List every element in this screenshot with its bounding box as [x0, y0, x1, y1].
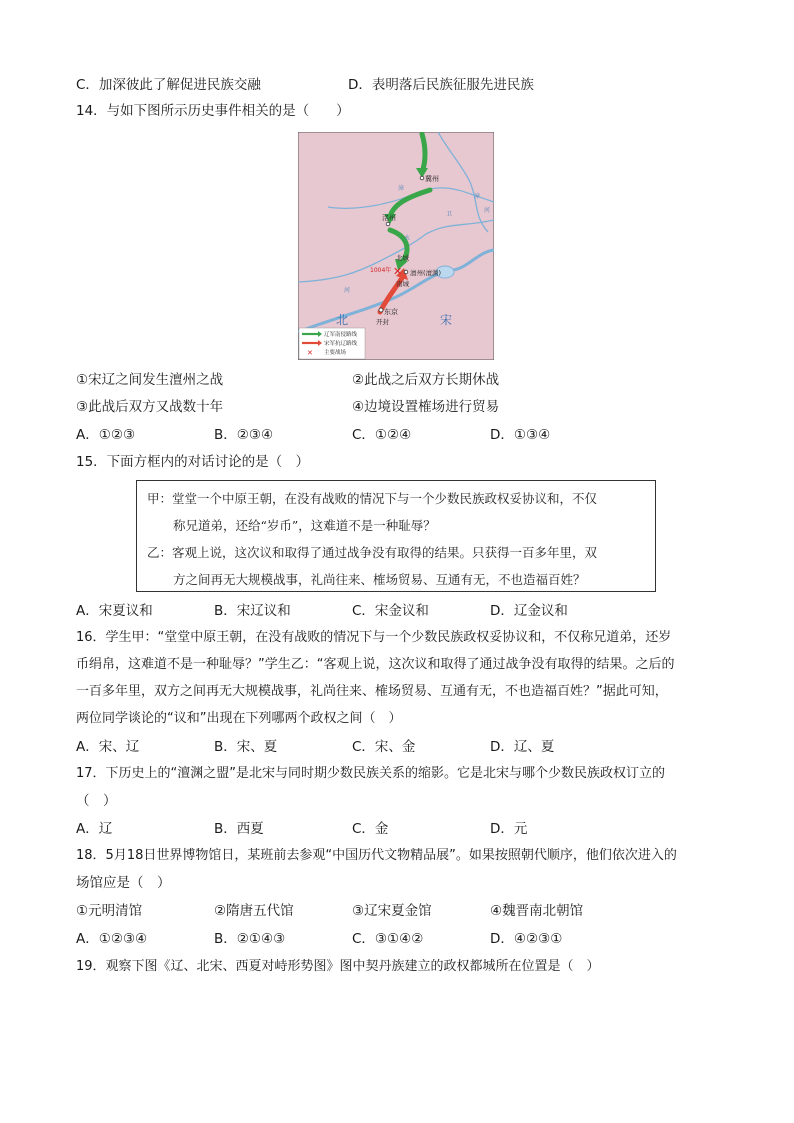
q13-option-c: C．加深彼此了解促进民族交融	[76, 77, 261, 93]
q16-line-3: 一百多年里，双方之间再无大规模战事，礼尚往来、榷场贸易、互通有无，不也造福百姓？”据此可知，	[76, 684, 668, 699]
q16-line-4: 两位同学谈论的“议和”出现在下列哪两个政权之间（ ）	[76, 711, 402, 726]
q15-options	[76, 602, 734, 620]
q14-statement: ①宋辽之间发生澶州之战	[76, 372, 224, 388]
q18-line-1: 18．5月18日世界博物馆日，某班前去参观“中国历代文物精品展”。如果按照朝代顺序，他们依次进入的	[76, 848, 677, 863]
q16-option-d: D．辽、夏	[490, 739, 555, 755]
q19-stem: 19．观察下图《辽、北宋、西夏对峙形势图》图中契丹族建立的政权都城所在位置是（ ）	[76, 959, 600, 974]
q15-option-c: C．宋金议和	[352, 603, 429, 619]
river-label: 水	[404, 235, 411, 242]
map-background	[298, 132, 494, 360]
label-bei: 北	[336, 313, 349, 327]
q14-map	[298, 132, 494, 360]
q17-line-2: （ ）	[76, 793, 117, 809]
luozhou-dot	[386, 222, 390, 226]
q17-option-d: D．元	[490, 821, 528, 837]
label-dongjing: 东京	[384, 308, 398, 316]
q15-dialog-box	[136, 480, 656, 592]
q16-option-a: A．宋、辽	[76, 739, 140, 755]
label-year: 1004年	[370, 267, 392, 274]
dongjing-dot	[379, 308, 383, 312]
label-chanzhou: 澶州(澶渊)	[410, 269, 442, 277]
q13-options	[76, 76, 734, 94]
legend-song-label: 宋军抗辽路线	[324, 341, 358, 347]
q17-line-1: 17．下历史上的“澶渊之盟”是北宋与同时期少数民族关系的缩影。它是北宋与哪个少数民族政权订立的	[76, 766, 666, 781]
battle-mark: ✕	[393, 265, 403, 278]
q14-statement: ③此战后双方又战数十年	[76, 399, 224, 415]
q13-option-d: D．表明落后民族征服先进民族	[348, 77, 534, 93]
river-label: 卫	[446, 211, 453, 218]
legend-liao-label: 辽军南侵路线	[324, 332, 358, 338]
label-jizhou: 冀州	[425, 175, 439, 183]
q18-option-c: C．③①④②	[352, 931, 424, 947]
label-beicheng: 北城	[396, 254, 409, 262]
q17-options	[76, 820, 734, 838]
q14-option-b: B．②③④	[214, 427, 274, 443]
q14-option-a: A．①②③	[76, 427, 136, 443]
q16-line-2: 币绢帛，这难道不是一种耻辱？”学生乙：“客观上说，这次议和取得了通过战争没有取得的结果。之后的	[76, 657, 675, 672]
q18-option-d: D．④②③①	[490, 931, 563, 947]
q16-line-1: 16．学生甲：“堂堂中原王朝，在没有战败的情况下与一个少数民族政权妥协议和，不仅称兄道弟，还岁	[76, 630, 672, 645]
river-label: 河	[484, 207, 491, 214]
q17-option-a: A．辽	[76, 821, 113, 837]
q14-statement: ②此战之后双方长期休战	[352, 372, 500, 388]
label-luozhou: 洺州	[382, 214, 396, 222]
q18-option-b: B．②①④③	[214, 931, 286, 947]
q18-statement: ④魏晋南北朝馆	[490, 903, 584, 919]
dialog-yi-line-1: 乙：客观上说，这次议和取得了通过战争没有取得的结果。只获得一百多年里，双	[147, 545, 598, 560]
label-song: 宋	[440, 313, 453, 327]
q15-stem: 15．下面方框内的对话讨论的是（ ）	[76, 454, 310, 470]
river-label: 漳	[474, 193, 481, 200]
legend-battle-mark: ✕	[307, 349, 313, 357]
q14-options	[76, 426, 734, 444]
q15-option-a: A．宋夏议和	[76, 603, 153, 619]
label-kaifeng: 开封	[376, 318, 389, 326]
q14-stem: 14．与如下图所示历史事件相关的是（ ）	[76, 103, 350, 119]
dialog-jia-line-2: 称兄道弟，还给“岁币”，这难道不是一种耻辱？	[173, 518, 436, 533]
river-label: 漳	[398, 185, 405, 192]
q17-option-b: B．西夏	[214, 821, 264, 837]
q14-option-c: C．①②④	[352, 427, 412, 443]
q18-statement: ②隋唐五代馆	[214, 903, 294, 919]
river-label: 河	[344, 287, 351, 294]
q15-option-b: B．宋辽议和	[214, 603, 291, 619]
q14-statement: ④边境设置榷场进行贸易	[352, 399, 500, 415]
q18-statement: ①元明清馆	[76, 903, 143, 919]
dialog-yi-line-2: 方之间再无大规模战事，礼尚往来、榷场贸易、互通有无，不也造福百姓？	[173, 572, 586, 587]
q18-options	[76, 930, 734, 948]
q18-statement: ③辽宋夏金馆	[352, 903, 432, 919]
q18-line-2: 场馆应是（ ）	[76, 875, 171, 891]
q18-option-a: A．①②③④	[76, 931, 148, 947]
q16-options	[76, 738, 734, 756]
q18-statements	[76, 902, 734, 920]
q14-statements-row-1	[76, 371, 734, 389]
q14-statements-row-2	[76, 398, 734, 416]
legend-battle-label: 主要战场	[324, 350, 347, 356]
q17-option-c: C．金	[352, 821, 389, 837]
q14-option-d: D．①③④	[490, 427, 551, 443]
chanzhou-dot	[404, 270, 408, 274]
label-nancheng: 南城	[396, 280, 409, 288]
dialog-jia-line-1: 甲：堂堂一个中原王朝，在没有战败的情况下与一个少数民族政权妥协议和，不仅	[147, 491, 598, 506]
q16-option-b: B．宋、夏	[214, 739, 278, 755]
jizhou-dot	[420, 176, 424, 180]
q16-option-c: C．宋、金	[352, 739, 416, 755]
q15-option-d: D．辽金议和	[490, 603, 568, 619]
